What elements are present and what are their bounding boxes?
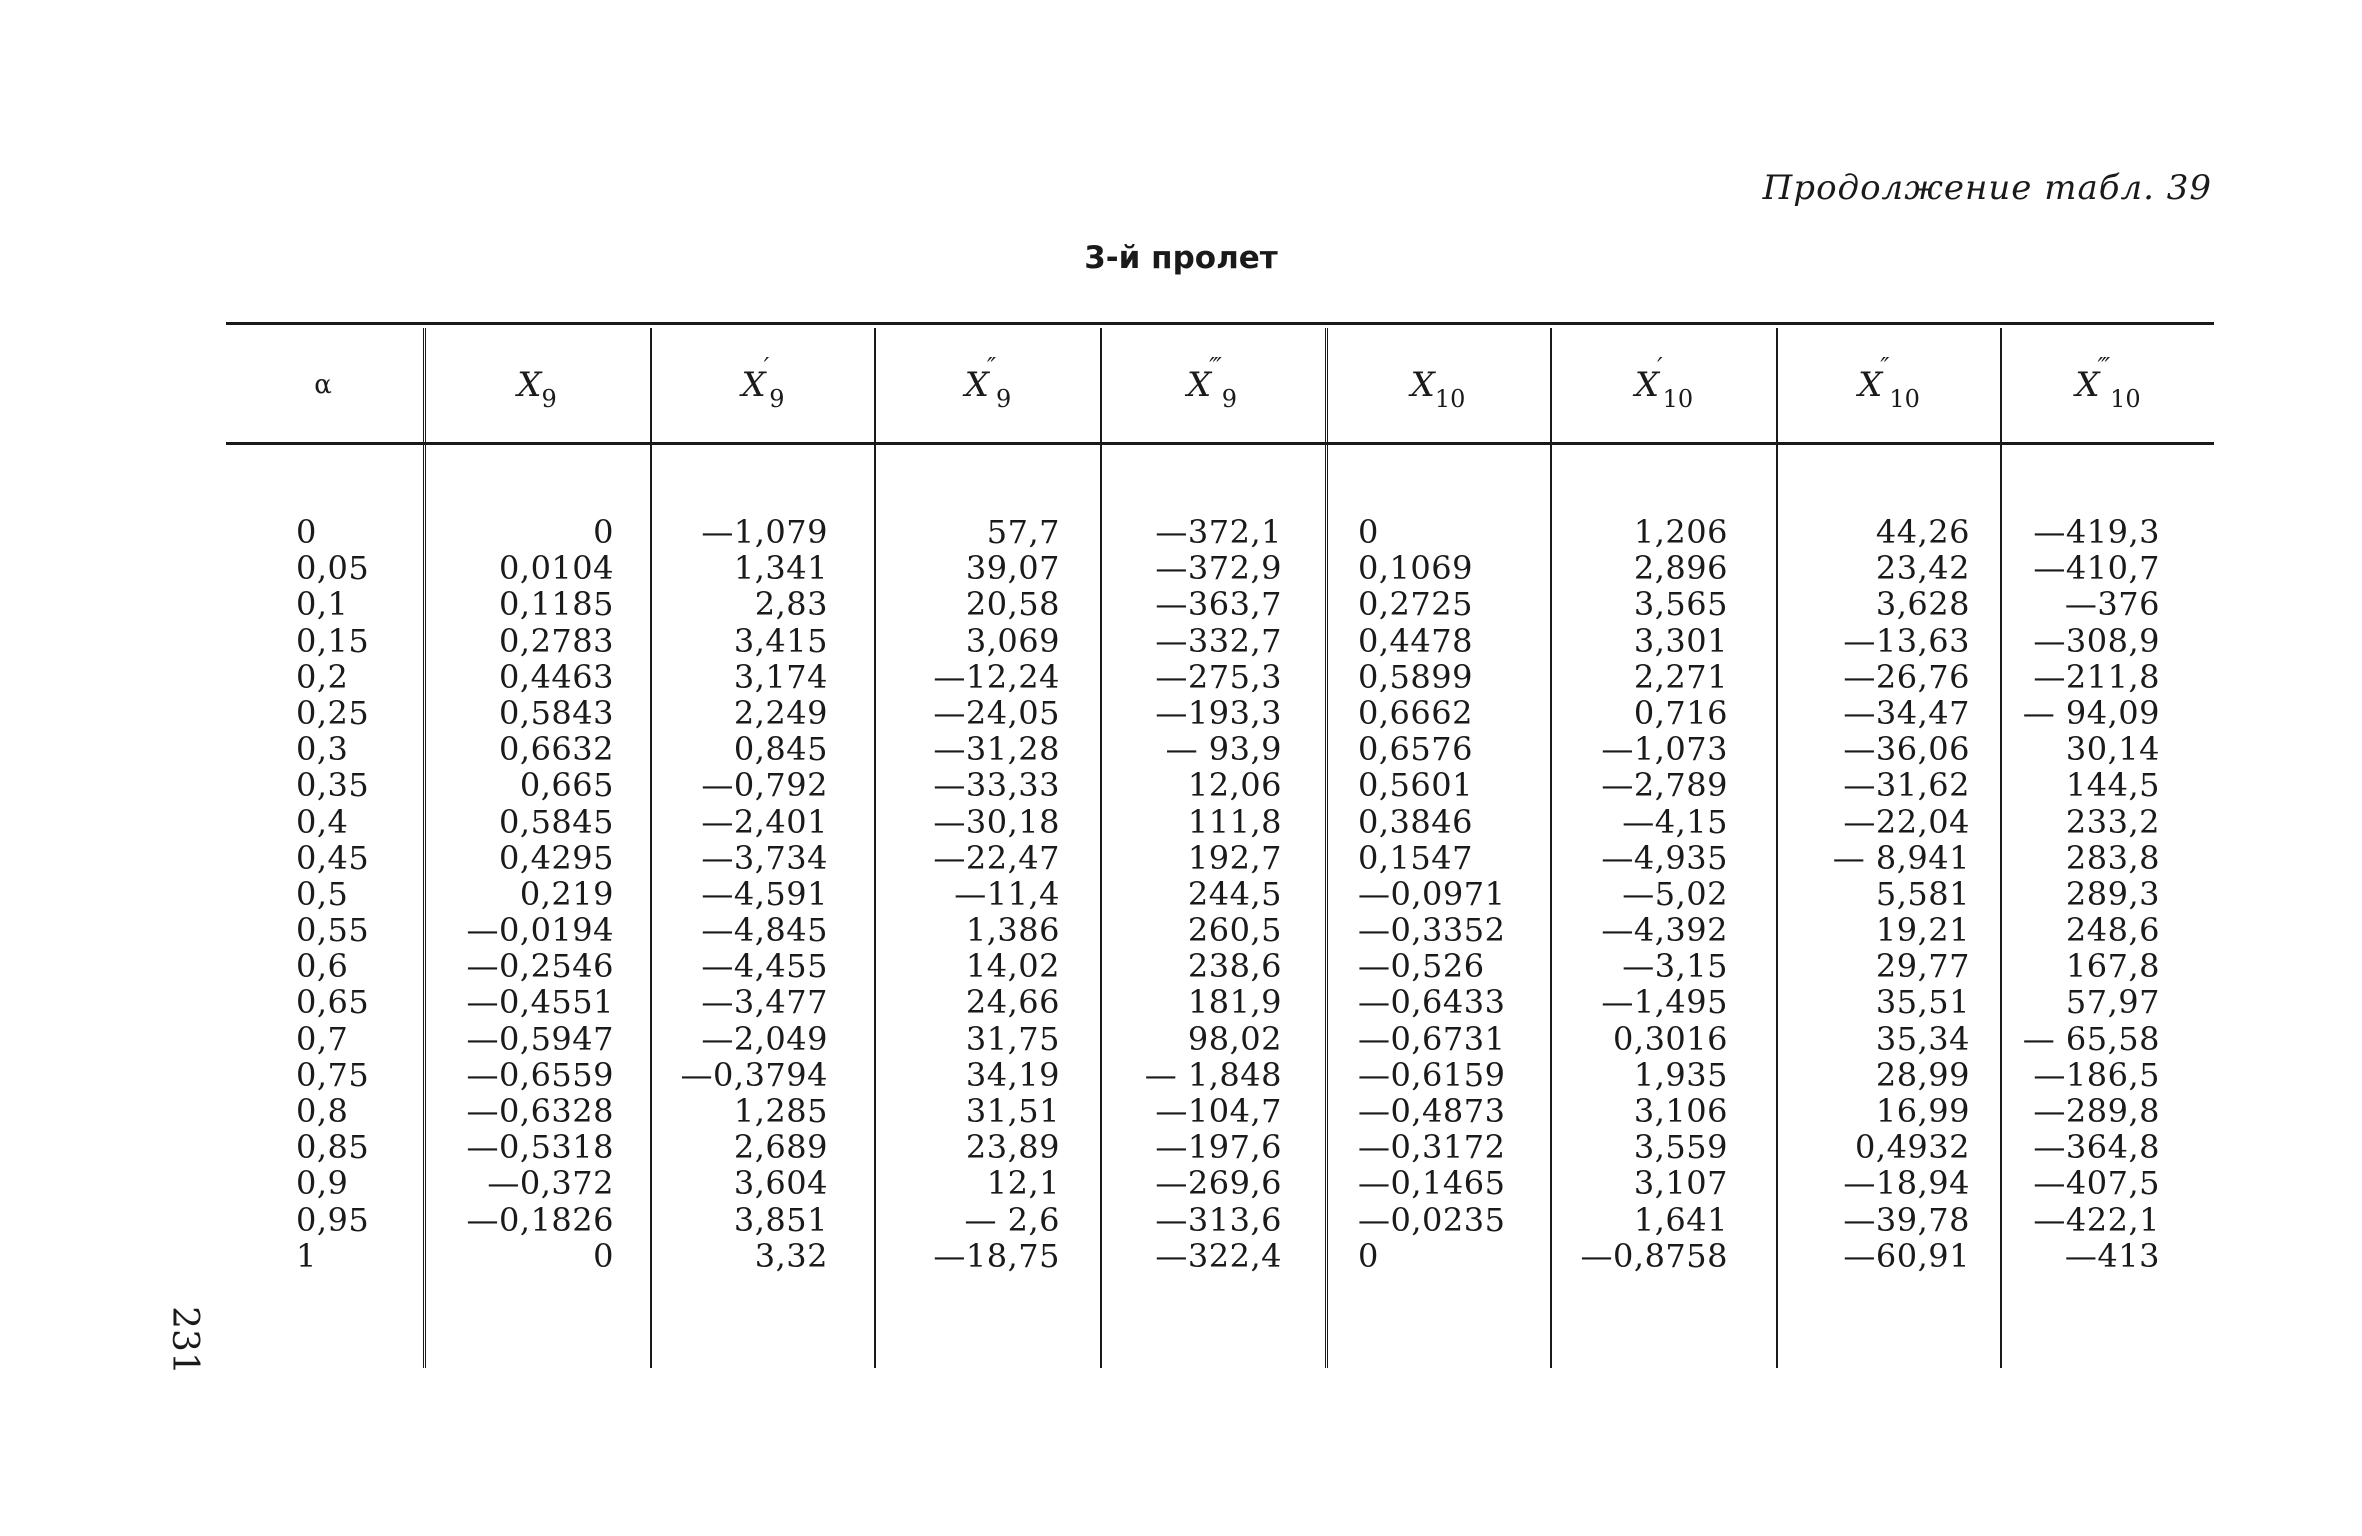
column-divider [420, 328, 426, 1368]
table-cell: 1,386 [965, 911, 1060, 950]
table-cell: 23,42 [1875, 549, 1970, 588]
table-cell: 0 [1358, 513, 1379, 551]
table-cell: 1,935 [1633, 1055, 1728, 1094]
table-cell: 0,2725 [1358, 585, 1473, 624]
table-cell: —26,76 [1843, 657, 1970, 696]
table-cell: 0,7 [296, 1019, 349, 1058]
table-cell: 12,1 [986, 1164, 1060, 1203]
table-cell: 0,845 [733, 730, 828, 769]
table-cell: 0,25 [296, 693, 370, 732]
table-cell: —4,15 [1622, 802, 1728, 841]
column-divider [1550, 328, 1552, 1368]
table-cell: 3,301 [1633, 621, 1728, 660]
table-cell: 0,6632 [499, 730, 614, 769]
table-cell: —419,3 [2033, 513, 2160, 551]
table-cell: 244,5 [1187, 874, 1282, 913]
table-cell: 0,4463 [499, 657, 614, 696]
column-divider [874, 328, 876, 1368]
table-cell: — 2,6 [964, 1200, 1060, 1239]
table-cell: 144,5 [2065, 766, 2160, 805]
table-cell: 1 [296, 1236, 317, 1275]
table-cell: 0,1547 [1358, 838, 1473, 877]
page-number: 231 [163, 1306, 205, 1375]
table-cell: 0,3846 [1358, 802, 1473, 841]
table-cell: 0,2783 [499, 621, 614, 660]
table-cell: —0,0235 [1358, 1200, 1506, 1239]
table-cell: —0,2546 [466, 947, 614, 986]
table-cell: — 65,58 [2022, 1019, 2160, 1058]
column-x9-double-prime [880, 514, 1060, 1274]
header-base: X [517, 365, 542, 405]
table-cell: —0,3794 [680, 1055, 828, 1094]
table-cell: —313,6 [1155, 1200, 1282, 1239]
table-cell: 1,641 [1633, 1200, 1728, 1239]
table-cell: —30,18 [933, 802, 1060, 841]
table-cell: —11,4 [954, 874, 1060, 913]
table-cell: 3,069 [965, 621, 1060, 660]
table-cell: 0,3 [296, 730, 349, 769]
table-cell: 12,06 [1187, 766, 1282, 805]
table-cell: 2,83 [754, 585, 828, 624]
table-cell: —13,63 [1843, 621, 1970, 660]
table-cell: 31,75 [965, 1019, 1060, 1058]
table-cell: 35,51 [1875, 983, 1970, 1022]
table-cell: 0,95 [296, 1200, 370, 1239]
table-cell: —364,8 [2033, 1128, 2160, 1167]
table-cell: 5,581 [1875, 874, 1970, 913]
table-cell: —0,3172 [1358, 1128, 1506, 1167]
table-cell: 20,58 [965, 585, 1060, 624]
header-x10-triple-prime [2002, 330, 2214, 440]
header-subscript: 10 [1889, 385, 1920, 413]
table-cell: 31,51 [965, 1092, 1060, 1130]
table-cell: —1,495 [1601, 983, 1728, 1022]
column-x10 [1358, 514, 1505, 1274]
table-cell: —31,28 [933, 730, 1060, 769]
table-cell: 0,5845 [499, 802, 614, 841]
table-cell: —186,5 [2033, 1055, 2160, 1094]
table-cell: 248,6 [2065, 911, 2160, 950]
table-cell: —18,94 [1843, 1164, 1970, 1203]
table-cell: 0,2 [296, 657, 349, 696]
header-subscript: 9 [1221, 385, 1237, 413]
table-cell: 0,5843 [499, 693, 614, 732]
table-cell: 260,5 [1187, 911, 1282, 950]
table-cell: —0,526 [1358, 947, 1485, 986]
table-cell: 98,02 [1187, 1019, 1282, 1058]
table-cell: —407,5 [2033, 1164, 2160, 1203]
table-cell: —322,4 [1155, 1236, 1282, 1275]
header-x9-prime [652, 330, 874, 440]
column-x10-double-prime [1780, 514, 1970, 1274]
table-cell: —0,6159 [1358, 1055, 1506, 1094]
table-cell: 2,689 [733, 1128, 828, 1167]
table-cell: —60,91 [1843, 1236, 1970, 1275]
table-cell: —193,3 [1155, 693, 1282, 732]
table-cell: —3,734 [701, 838, 828, 877]
table-cell: — 94,09 [2022, 693, 2160, 732]
table-cell: 0 [296, 513, 317, 551]
table-cell: —372,9 [1155, 549, 1282, 588]
table-cell: —197,6 [1155, 1128, 1282, 1167]
table-cell: 29,77 [1875, 947, 1970, 986]
table-cell: 283,8 [2065, 838, 2160, 877]
table-cell: 0,8 [296, 1092, 349, 1130]
table-cell: 34,19 [965, 1055, 1060, 1094]
table-cell: 0,65 [296, 983, 370, 1022]
table-cell: 1,285 [733, 1092, 828, 1130]
table-cell: —4,845 [701, 911, 828, 950]
table-cell: —0,4551 [466, 983, 614, 1022]
table-cell: 0,4 [296, 802, 349, 841]
table-cell: 3,106 [1633, 1092, 1728, 1130]
table-cell: 0 [593, 513, 614, 551]
table-cell: —3,477 [701, 983, 828, 1022]
table-cell: 30,14 [2065, 730, 2160, 769]
table-cell: 0,1185 [499, 585, 614, 624]
table-cell: 3,604 [733, 1164, 828, 1203]
header-base: X [1634, 365, 1660, 405]
table-cell: —2,049 [701, 1019, 828, 1058]
table-cell: 0 [1358, 1236, 1379, 1275]
table-cell: 0,6662 [1358, 693, 1473, 732]
table-cell: —2,401 [701, 802, 828, 841]
header-x9-triple-prime [1102, 330, 1322, 440]
table-cell: —0,5947 [466, 1019, 614, 1058]
header-base: X [1410, 365, 1435, 405]
table-cell: 0,75 [296, 1055, 370, 1094]
header-subscript: 10 [1662, 385, 1694, 413]
table-cell: —2,789 [1601, 766, 1728, 805]
table-cell: 238,6 [1187, 947, 1282, 986]
header-base: X [1187, 365, 1212, 405]
column-x10-triple-prime [2010, 514, 2160, 1274]
table-cell: —4,935 [1601, 838, 1728, 877]
table-cell: 57,7 [986, 513, 1060, 551]
table-cell: 0,716 [1633, 693, 1728, 732]
table-cell: 0,665 [519, 766, 614, 805]
table-cell: 0,5601 [1358, 766, 1473, 805]
table-cell: —332,7 [1155, 621, 1282, 660]
section-subtitle: 3-й пролет [1084, 240, 1278, 276]
table-cell: 0,3016 [1613, 1019, 1728, 1058]
table-cell: —18,75 [933, 1236, 1060, 1275]
table-cell: —0,1465 [1358, 1164, 1506, 1203]
table-cell: 23,89 [965, 1128, 1060, 1167]
table-cell: 0,6 [296, 947, 349, 986]
header-subscript: 10 [2110, 385, 2141, 413]
table-cell: 181,9 [1187, 983, 1282, 1022]
table-cell: —289,8 [2033, 1092, 2160, 1130]
table-cell: 24,66 [965, 983, 1060, 1022]
table-cell: —4,591 [701, 874, 828, 913]
header-subscript: 9 [541, 385, 557, 413]
table-cell: —0,792 [701, 766, 828, 805]
table-cell: —0,6328 [466, 1092, 614, 1130]
table-cell: — 1,848 [1144, 1055, 1282, 1094]
column-divider [2000, 328, 2002, 1368]
table-cell: 14,02 [965, 947, 1060, 986]
table-cell: 2,896 [1633, 549, 1728, 588]
table-cell: —0,6731 [1358, 1019, 1506, 1058]
table-cell: —410,7 [2033, 549, 2160, 588]
table-cell: 19,21 [1875, 911, 1970, 950]
table-cell: —31,62 [1843, 766, 1970, 805]
table-cell: 44,26 [1875, 513, 1970, 551]
table-cell: —0,5318 [466, 1128, 614, 1167]
header-base: X [741, 365, 766, 405]
table-header-rule [226, 442, 2214, 445]
column-divider [1776, 328, 1778, 1368]
table-cell: 0,4932 [1855, 1128, 1970, 1167]
table-cell: —0,372 [487, 1164, 614, 1203]
header-x10-prime [1552, 330, 1776, 440]
header-superscript: ′ [763, 353, 770, 381]
table-cell: 0,15 [296, 621, 370, 660]
column-divider [1322, 328, 1328, 1368]
table-cell: —372,1 [1155, 513, 1282, 551]
header-x10-double-prime [1778, 330, 2000, 440]
table-cell: 39,07 [965, 549, 1060, 588]
header-base: X [1858, 365, 1883, 405]
table-cell: 0,4478 [1358, 621, 1473, 660]
table-continuation-caption: Продолжение табл. 39 [1762, 168, 2212, 208]
table-cell: 0,1 [296, 585, 349, 624]
table-cell: 0,5899 [1358, 657, 1473, 696]
table-cell: 1,341 [733, 549, 828, 588]
table-cell: —363,7 [1155, 585, 1282, 624]
table-cell: 35,34 [1875, 1019, 1970, 1058]
table-cell: —0,6433 [1358, 983, 1506, 1022]
table-cell: 16,99 [1875, 1092, 1970, 1130]
table-cell: 111,8 [1187, 802, 1282, 841]
table-cell: —3,15 [1622, 947, 1728, 986]
table-cell: 2,249 [733, 693, 828, 732]
column-x9-triple-prime [1110, 514, 1282, 1274]
column-x9 [450, 514, 614, 1274]
table-cell: —4,455 [701, 947, 828, 986]
table-cell: —104,7 [1155, 1092, 1282, 1130]
table-cell: —1,073 [1601, 730, 1728, 769]
table-cell: 192,7 [1187, 838, 1282, 877]
table-cell: —0,4873 [1358, 1092, 1506, 1130]
table-cell: —22,47 [933, 838, 1060, 877]
header-alpha-label: α [314, 370, 332, 400]
header-alpha [226, 330, 420, 440]
table-cell: —24,05 [933, 693, 1060, 732]
header-subscript: 9 [769, 385, 785, 413]
table-cell: 167,8 [2065, 947, 2160, 986]
table-cell: —376 [2064, 585, 2160, 624]
table-cell: 1,206 [1633, 513, 1728, 551]
header-base: X [2075, 365, 2100, 405]
table-cell: 0,45 [296, 838, 370, 877]
column-alpha [296, 514, 369, 1274]
table-cell: 0,05 [296, 549, 370, 588]
header-superscript: ′ [1657, 353, 1663, 381]
table-cell: —0,3352 [1358, 911, 1506, 950]
column-x10-prime [1560, 514, 1728, 1274]
table-cell: 0,219 [519, 874, 614, 913]
table-cell: 3,565 [1633, 585, 1728, 624]
table-cell: 0,55 [296, 911, 370, 950]
table-cell: —34,47 [1843, 693, 1970, 732]
column-divider [1100, 328, 1102, 1368]
table-cell: —22,04 [1843, 802, 1970, 841]
table-cell: —33,33 [933, 766, 1060, 805]
table-cell: 0,1069 [1358, 549, 1473, 588]
table-cell: 233,2 [2065, 802, 2160, 841]
table-cell: —275,3 [1155, 657, 1282, 696]
table-top-rule [226, 322, 2214, 325]
header-superscript: ‴ [2097, 353, 2111, 381]
table-cell: 0,35 [296, 766, 370, 805]
table-cell: 0,6576 [1358, 730, 1473, 769]
column-divider [650, 328, 652, 1368]
header-superscript: ″ [1880, 353, 1890, 381]
table-cell: —1,079 [701, 513, 828, 551]
table-cell: —5,02 [1622, 874, 1728, 913]
table-cell: —0,0971 [1358, 874, 1506, 913]
header-base: X [964, 365, 989, 405]
table-cell: 0,85 [296, 1128, 370, 1167]
table-cell: 28,99 [1875, 1055, 1970, 1094]
column-x9-prime [660, 514, 828, 1274]
table-cell: 0,9 [296, 1164, 349, 1203]
header-x9 [424, 330, 650, 440]
table-cell: 3,174 [733, 657, 828, 696]
table-cell: 3,107 [1633, 1164, 1728, 1203]
table-cell: 57,97 [2065, 983, 2160, 1022]
table-cell: —413 [2064, 1236, 2160, 1275]
header-superscript: ″ [986, 353, 996, 381]
header-subscript: 9 [995, 385, 1012, 413]
table-cell: 3,851 [733, 1200, 828, 1239]
table-cell: —0,8758 [1580, 1236, 1728, 1275]
table-cell: —4,392 [1601, 911, 1728, 950]
table-cell: 3,559 [1633, 1128, 1728, 1167]
table-cell: —422,1 [2033, 1200, 2160, 1239]
table-cell: —211,8 [2033, 657, 2160, 696]
table-cell: —269,6 [1155, 1164, 1282, 1203]
table-cell: —308,9 [2033, 621, 2160, 660]
header-x10 [1326, 330, 1550, 440]
table-cell: —0,6559 [466, 1055, 614, 1094]
table-cell: —0,0194 [466, 911, 614, 950]
table-cell: 3,628 [1875, 585, 1970, 624]
table-cell: —39,78 [1843, 1200, 1970, 1239]
table-cell: 289,3 [2065, 874, 2160, 913]
table-cell: 3,415 [733, 621, 828, 660]
table-cell: — 8,941 [1832, 838, 1970, 877]
table-cell: — 93,9 [1165, 730, 1282, 769]
table-cell: 0,4295 [499, 838, 614, 877]
table-cell: —0,1826 [466, 1200, 614, 1239]
table-cell: 0 [593, 1236, 614, 1275]
table-cell: —12,24 [933, 657, 1060, 696]
header-x9-double-prime [876, 330, 1100, 440]
table-cell: 0,0104 [499, 549, 614, 588]
table-cell: 3,32 [754, 1236, 828, 1275]
header-superscript: ‴ [1209, 353, 1222, 381]
table-cell: 0,5 [296, 874, 349, 913]
table-cell: 2,271 [1633, 657, 1728, 696]
table-cell: —36,06 [1843, 730, 1970, 769]
header-subscript: 10 [1434, 385, 1466, 413]
